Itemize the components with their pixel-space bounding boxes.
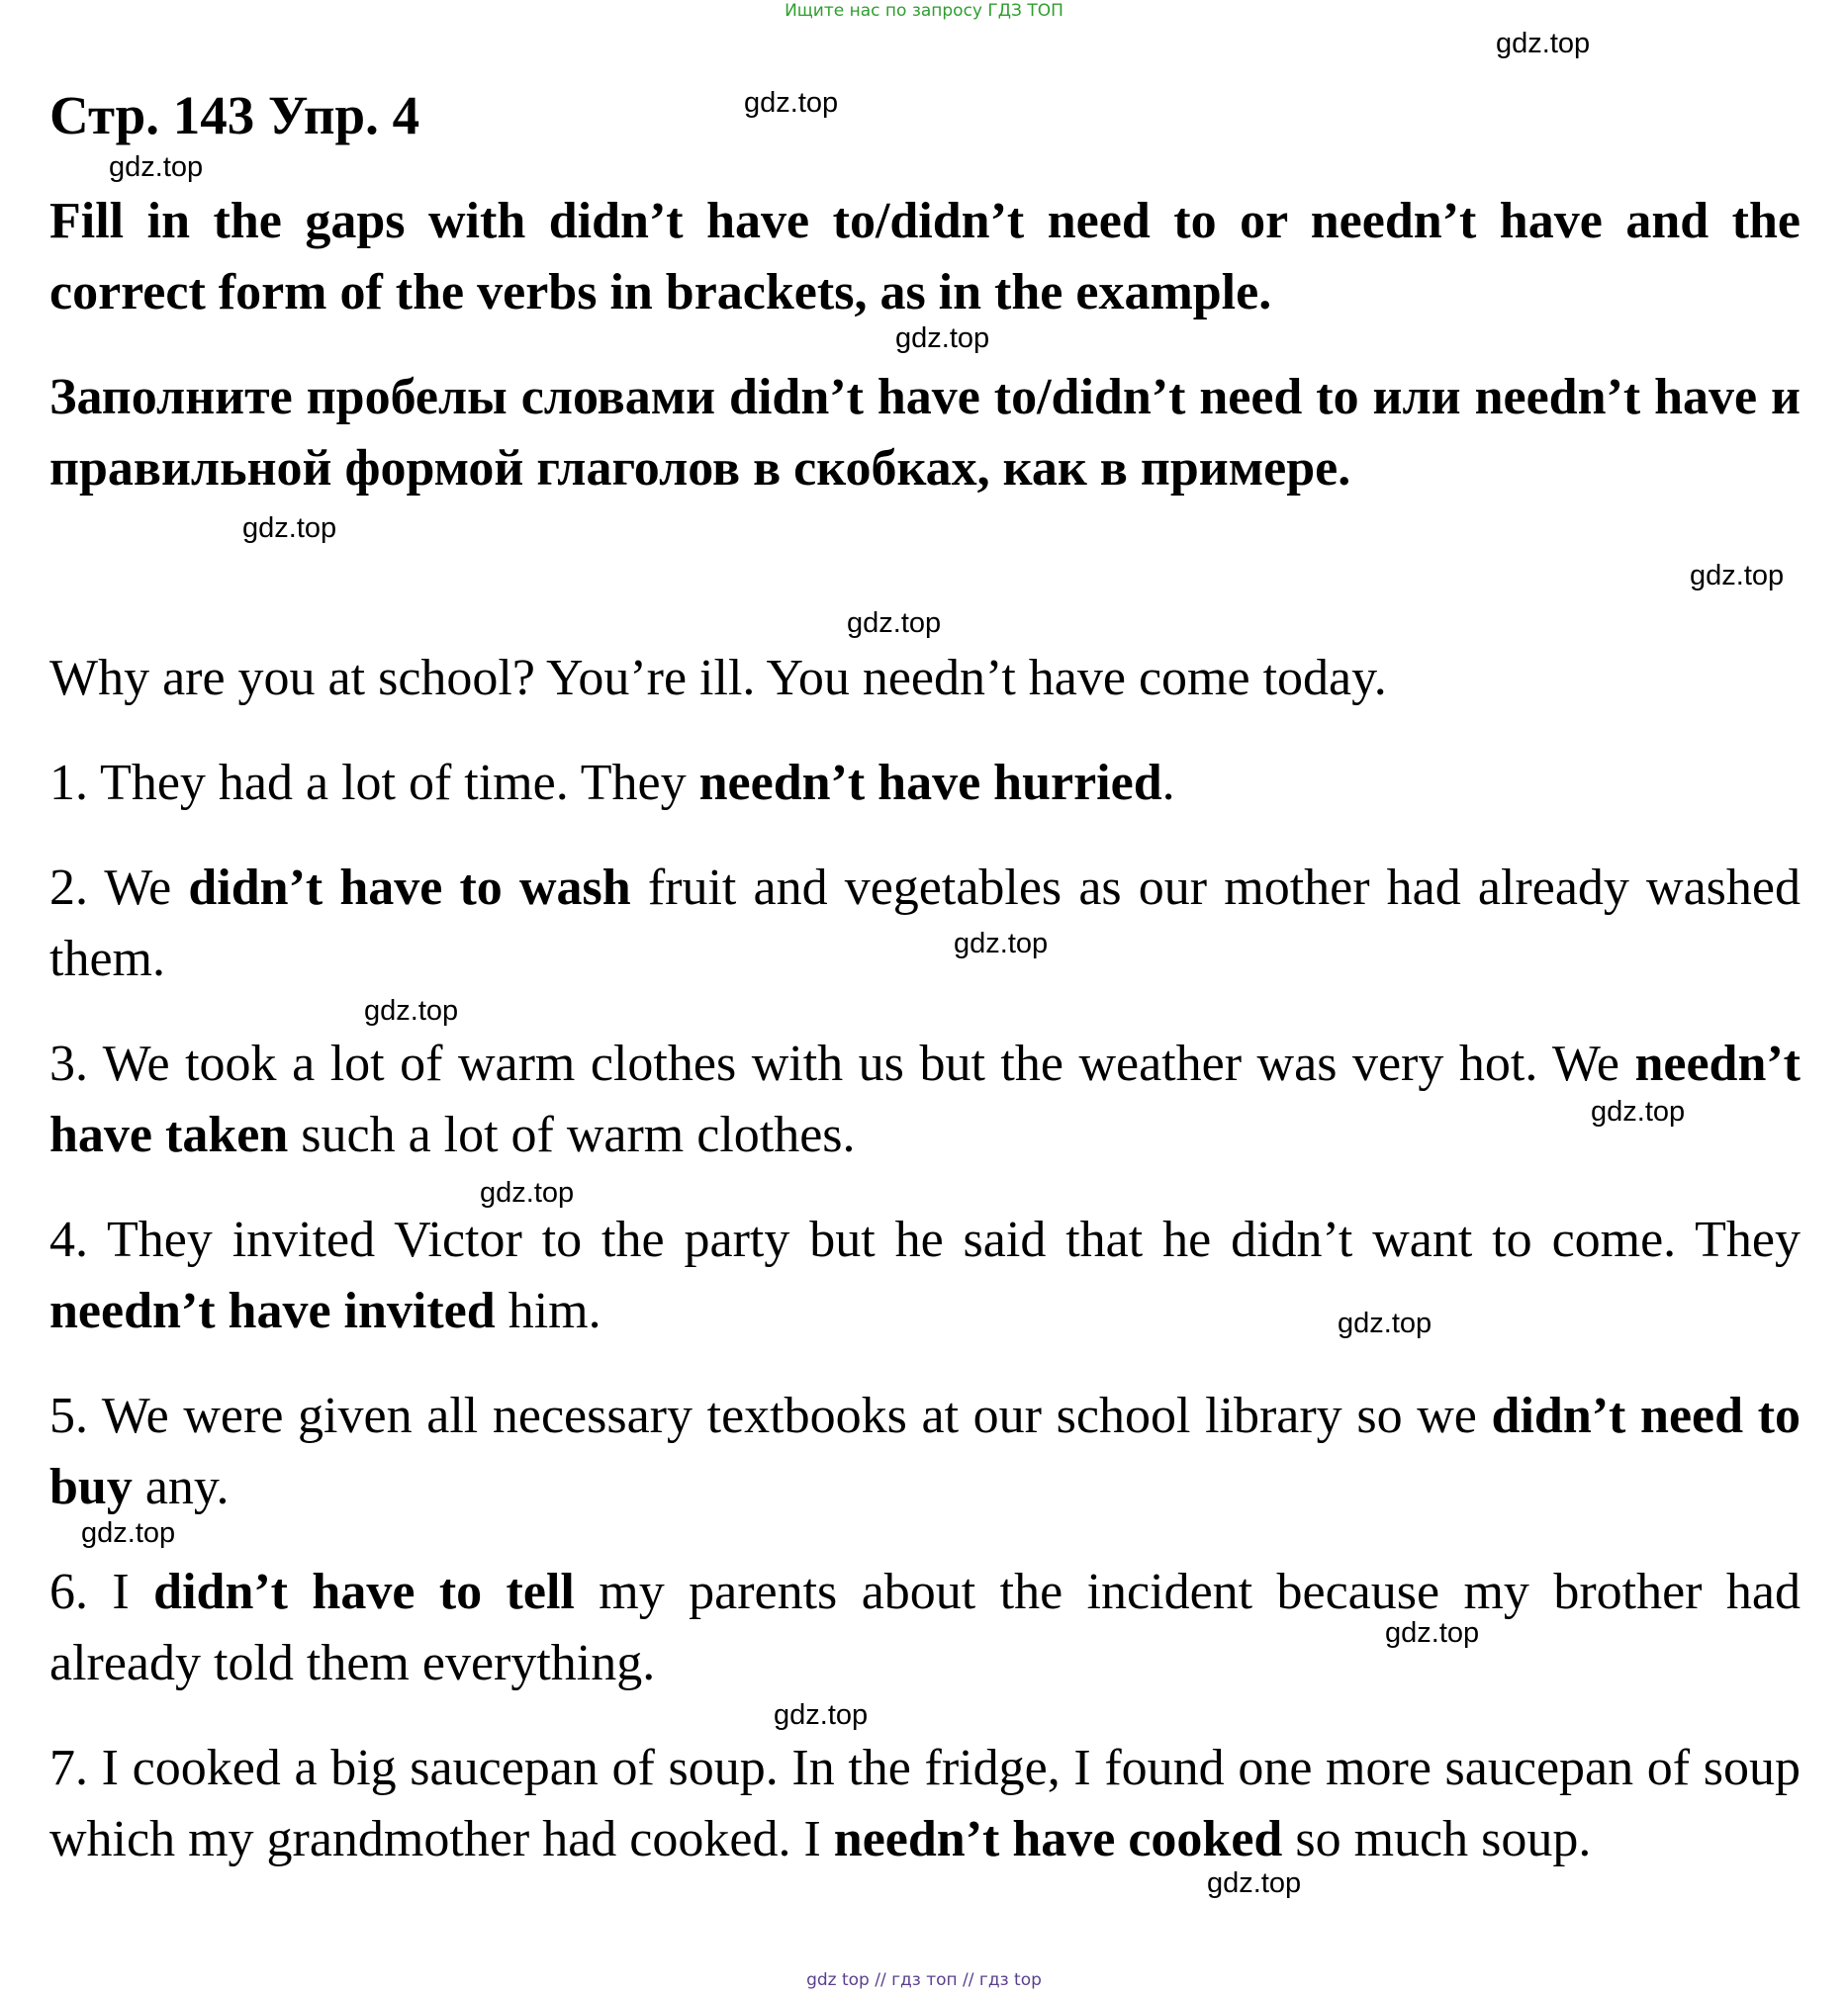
page-title: Стр. 143 Упр. 4	[49, 85, 420, 145]
item-text-after: my parents about the incident because my brother had already told them everything.	[49, 1564, 1801, 1691]
item-answer: didn’t need to buy	[49, 1388, 1801, 1515]
answer-item-1	[49, 748, 1801, 819]
item-text-before: 2. We	[49, 860, 189, 916]
watermark: gdz.top	[1591, 1096, 1686, 1128]
answer-item-6	[49, 1557, 1801, 1699]
watermark: gdz.top	[1338, 1308, 1432, 1339]
watermark: gdz.top	[242, 512, 337, 544]
bottom-banner: gdz top // гдз топ // гдз top	[806, 1970, 1042, 1990]
watermark: gdz.top	[1207, 1867, 1302, 1899]
task-instruction-ru: Заполните пробелы словами didn’t have to/didn’t need to или needn’t have и правильной формой глаголов в скобках, как в примере.	[49, 369, 1801, 497]
answer-item-4	[49, 1205, 1801, 1347]
item-text-after: .	[1161, 755, 1175, 811]
item-text-before: 4. They invited Victor to the party but he said that he didn’t want to come. They	[49, 1212, 1801, 1268]
item-text-before: 5. We were given all necessary textbooks at our school library so we	[49, 1388, 1492, 1444]
answer-item-2	[49, 853, 1801, 995]
watermark: gdz.top	[774, 1699, 869, 1731]
item-text-after: fruit and vegetables as our mother had already washed them.	[49, 860, 1802, 987]
watermark: gdz.top	[1385, 1617, 1480, 1649]
item-answer: needn’t have invited	[49, 1283, 496, 1339]
watermark: gdz.top	[1690, 560, 1785, 591]
watermark: gdz.top	[480, 1177, 575, 1209]
watermark: gdz.top	[81, 1517, 176, 1549]
watermark: gdz.top	[954, 928, 1049, 959]
watermark: gdz.top	[744, 87, 839, 119]
answer-item-3	[49, 1029, 1801, 1171]
top-banner: Ищите нас по запросу ГДЗ ТОП	[785, 1, 1063, 21]
item-text-before: 3. We took a lot of warm clothes with us but the weather was very hot. We	[49, 1036, 1635, 1092]
answer-item-7	[49, 1733, 1801, 1875]
item-text-after: any.	[132, 1459, 230, 1515]
item-text-before: 7. I cooked a big saucepan of soup. In the fridge, I found one more saucepan of soup which my grandmother had cooked. I	[49, 1740, 1801, 1867]
watermark: gdz.top	[1496, 28, 1591, 59]
item-answer: needn’t have hurried	[698, 755, 1162, 811]
watermark: gdz.top	[847, 607, 942, 639]
item-answer: didn’t have to tell	[153, 1564, 575, 1620]
item-answer: needn’t have taken	[49, 1036, 1801, 1163]
item-text-before: 6. I	[49, 1564, 154, 1620]
watermark: gdz.top	[895, 322, 990, 354]
item-text-before: 1. They had a lot of time. They	[49, 755, 699, 811]
watermark: gdz.top	[109, 151, 204, 183]
item-answer: needn’t have cooked	[833, 1811, 1283, 1867]
example-sentence: Why are you at school? You’re ill. You needn’t have come today.	[49, 650, 1387, 706]
item-text-after: such a lot of warm clothes.	[288, 1107, 856, 1163]
item-text-after: him.	[495, 1283, 601, 1339]
answer-item-5	[49, 1381, 1801, 1523]
item-answer: didn’t have to wash	[188, 860, 631, 916]
watermark: gdz.top	[364, 995, 459, 1027]
task-instruction-en: Fill in the gaps with didn’t have to/didn’t need to or needn’t have and the correct form of the verbs in brackets, as in the example.	[49, 193, 1801, 320]
item-text-after: so much soup.	[1282, 1811, 1592, 1867]
